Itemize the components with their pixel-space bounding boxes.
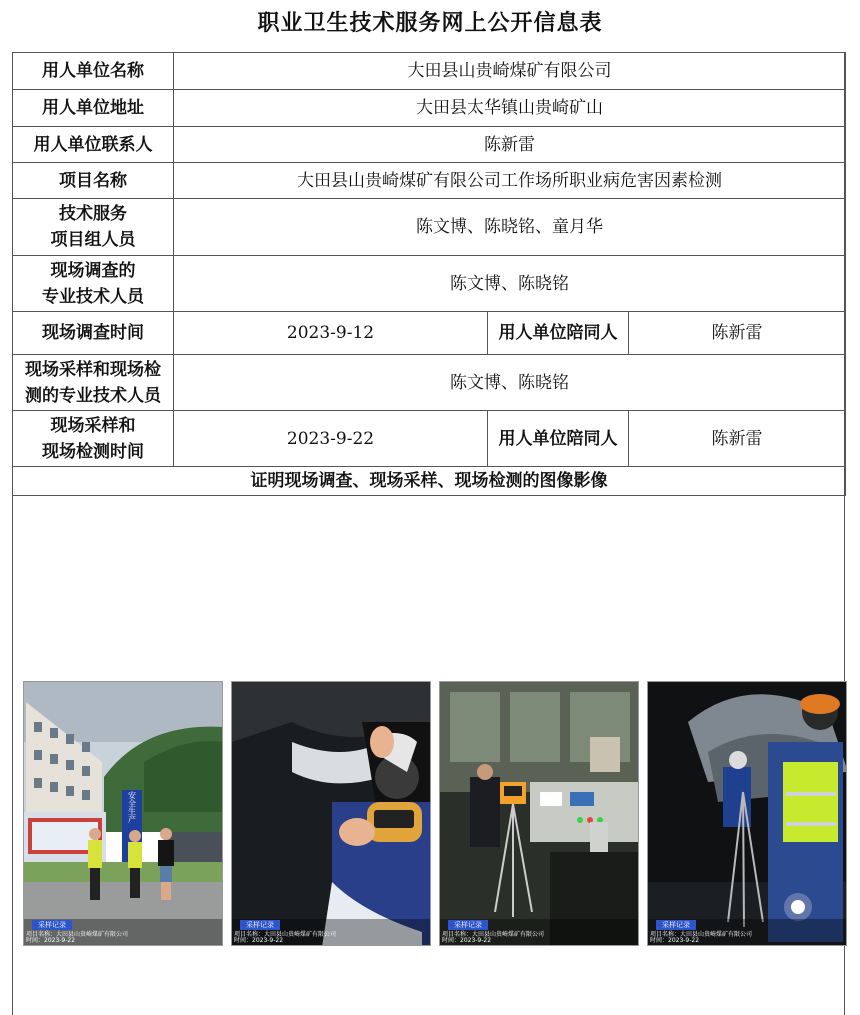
sampling-scene [232, 682, 431, 946]
caption-project: 项目名称：大田县山贵崎煤矿有限公司 [650, 931, 753, 938]
sampling-time-label [13, 411, 174, 467]
sampling-escort-value: 陈新雷 [629, 411, 846, 467]
sampling-time-value: 2023-9-22 [174, 411, 488, 467]
team-label [13, 199, 174, 256]
site-photo-mine-tunnel [647, 681, 847, 946]
project-name-label: 项目名称 [13, 163, 174, 199]
info-table [12, 52, 846, 496]
sampling-staff-label-line2: 测的专业技术人员 [25, 385, 161, 406]
survey-escort-value: 陈新雷 [629, 312, 846, 355]
sampling-time-label-line1: 现场采样和 [50, 415, 136, 436]
table-row [13, 90, 846, 127]
survey-staff-label [13, 256, 174, 312]
survey-time-value: 2023-9-12 [174, 312, 488, 355]
sampling-staff-value: 陈文博、陈晓铭 [174, 355, 846, 411]
project-name-value: 大田县山贵崎煤矿有限公司工作场所职业病危害因素检测 [174, 163, 846, 199]
photo-caption [440, 919, 638, 945]
caption-time: 时间：2023-9-22 [26, 937, 76, 944]
survey-escort-label: 用人单位陪同人 [488, 312, 629, 355]
table-row [13, 467, 846, 496]
photo-caption [648, 919, 846, 945]
photo-gallery [12, 497, 845, 1015]
caption-tag: 采样记录 [448, 920, 488, 930]
sampling-staff-label-line1: 现场采样和现场检 [25, 359, 161, 380]
photo-caption [232, 919, 430, 945]
table-row [13, 411, 846, 467]
caption-project: 项目名称：大田县山贵崎煤矿有限公司 [26, 931, 129, 938]
caption-tag: 采样记录 [32, 920, 72, 930]
sampling-time-label-line2: 现场检测时间 [42, 441, 144, 462]
caption-time: 时间：2023-9-22 [442, 937, 492, 944]
table-row [13, 163, 846, 199]
survey-staff-label-line2: 专业技术人员 [42, 286, 144, 307]
site-photo-sampling [231, 681, 431, 946]
table-row [13, 53, 846, 90]
mine-tunnel-scene [648, 682, 847, 946]
caption-project: 项目名称：大田县山贵崎煤矿有限公司 [442, 931, 545, 938]
outdoor-scene [24, 682, 223, 946]
team-value: 陈文博、陈晓铭、童月华 [174, 199, 846, 256]
site-photo-control-room [439, 681, 639, 946]
table-row [13, 256, 846, 312]
team-label-line2: 项目组人员 [50, 230, 136, 250]
sampling-escort-label: 用人单位陪同人 [488, 411, 629, 467]
caption-time: 时间：2023-9-22 [234, 937, 284, 944]
survey-time-label: 现场调查时间 [13, 312, 174, 355]
contact-value: 陈新雷 [174, 127, 846, 163]
contact-label: 用人单位联系人 [13, 127, 174, 163]
site-photo-outdoor [23, 681, 223, 946]
table-row [13, 199, 846, 256]
caption-project: 项目名称：大田县山贵崎煤矿有限公司 [234, 931, 337, 938]
photo-caption [24, 919, 222, 945]
caption-tag: 采样记录 [240, 920, 280, 930]
control-room-scene [440, 682, 639, 946]
team-label-line1: 技术服务 [59, 204, 127, 224]
survey-staff-value: 陈文博、陈晓铭 [174, 256, 846, 312]
images-header: 证明现场调查、现场采样、现场检测的图像影像 [13, 467, 846, 496]
sampling-staff-label [13, 355, 174, 411]
company-address-value: 大田县太华镇山贵崎矿山 [174, 90, 846, 127]
table-row [13, 312, 846, 355]
company-name-value: 大田县山贵崎煤矿有限公司 [174, 53, 846, 90]
sign-text: 安全生产 [127, 791, 137, 823]
company-name-label: 用人单位名称 [13, 53, 174, 90]
table-row [13, 355, 846, 411]
page-title: 职业卫生技术服务网上公开信息表 [257, 11, 603, 36]
caption-tag: 采样记录 [656, 920, 696, 930]
table-row [13, 127, 846, 163]
caption-time: 时间：2023-9-22 [650, 937, 700, 944]
survey-staff-label-line1: 现场调查的 [50, 260, 136, 281]
company-address-label: 用人单位地址 [13, 90, 174, 127]
